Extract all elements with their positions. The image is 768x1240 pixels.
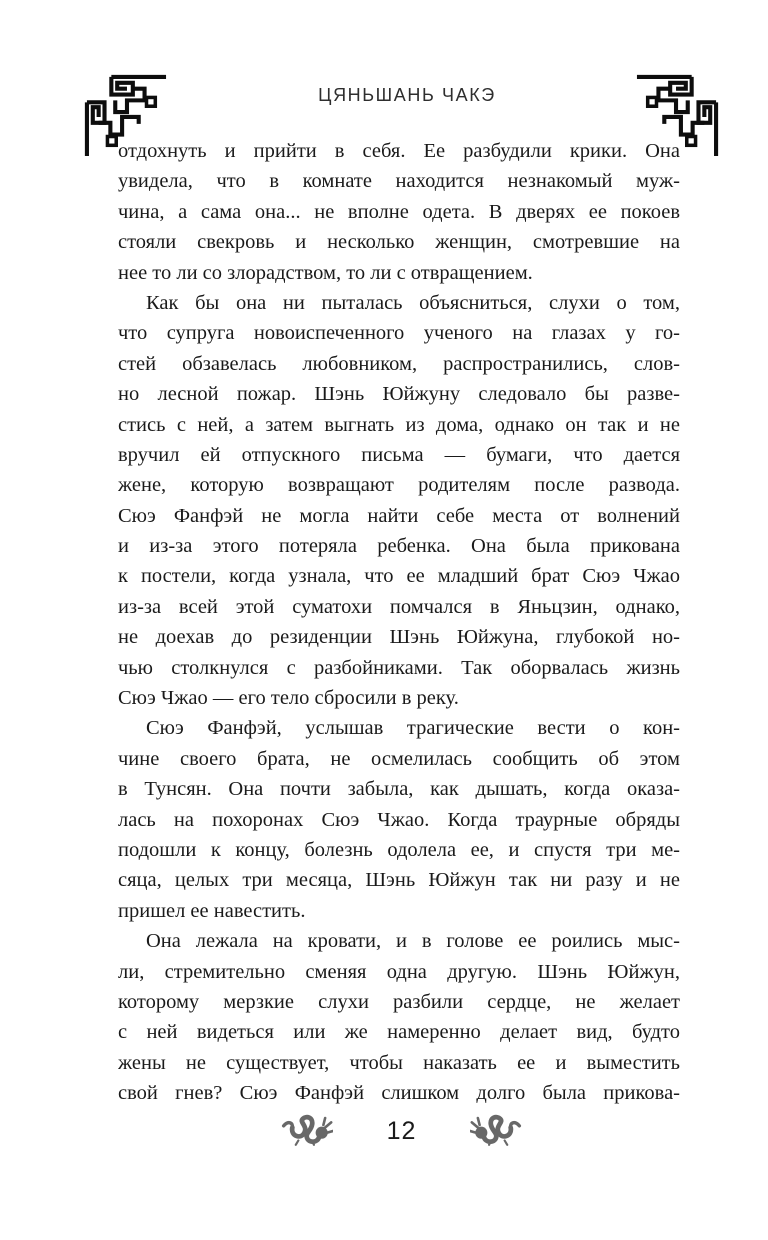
text-line: стей обзавелась любовником, распространились, слов-	[118, 352, 680, 375]
text-line: в Тунсян. Она почти забыла, как дышать, когда оказа-	[118, 778, 680, 801]
text-line: которому мерзкие слухи разбили сердце, не желает	[118, 990, 680, 1013]
text-line: ли, стремительно сменяя одна другую. Шэнь Юйжун,	[118, 960, 680, 983]
text-line: к постели, когда узнала, что ее младший брат Сюэ Чжао	[118, 565, 680, 588]
text-line: жены не существует, чтобы наказать ее и выместить	[118, 1051, 680, 1074]
text-line: отдохнуть и прийти в себя. Ее разбудили крики. Она	[118, 140, 680, 162]
text-line: чине своего брата, не осмелилась сообщить об этом	[118, 747, 680, 770]
text-line: чина, а сама она... не вполне одета. В дверях ее покоев	[118, 200, 680, 223]
page-number: 12	[386, 1116, 417, 1145]
text-line: с ней видеться или же намеренно делает вид, будто	[118, 1021, 680, 1044]
text-line: подошли к концу, болезнь одолела ее, и спустя три ме-	[118, 838, 680, 861]
text-line: что супруга новоиспеченного ученого на глазах у го-	[118, 322, 680, 345]
text-line: Сюэ Фанфэй, услышав трагические вести о кон-	[146, 717, 680, 740]
running-head: ЦЯНЬШАНЬ ЧАКЭ	[318, 85, 496, 105]
text-line: Сюэ Фанфэй не могла найти себе места от волнений	[118, 504, 680, 527]
text-line: жене, которую возвращают родителям после развода.	[118, 474, 680, 497]
text-line: но лесной пожар. Шэнь Юйжуну следовало бы разве-	[118, 383, 680, 406]
text-line: не доехав до резиденции Шэнь Юйжуна, глубокой но-	[118, 626, 680, 649]
text-line: стояли свекровь и несколько женщин, смотревшие на	[118, 231, 680, 254]
text-block	[118, 136, 680, 1109]
text-line: пришел ее навестить.	[118, 899, 306, 922]
text-line: чью столкнулся с разбойниками. Так оборвалась жизнь	[118, 656, 680, 679]
text-line: Как бы она ни пыталась объясниться, слухи о том,	[146, 291, 680, 314]
text-line: увидела, что в комнате находится незнакомый муж-	[118, 170, 680, 193]
text-line: сяца, целых три месяца, Шэнь Юйжун так ни разу и не	[118, 869, 680, 892]
text-line: вручил ей отпускного письма — бумаги, что дается	[118, 443, 680, 466]
text-line: лась на похоронах Сюэ Чжао. Когда траурные обряды	[118, 808, 680, 831]
page-footer	[84, 1108, 719, 1154]
text-line: Сюэ Чжао — его тело сбросили в реку.	[118, 687, 459, 710]
dragon-icon	[281, 1112, 333, 1150]
text-line: свой гнев? Сюэ Фанфэй слишком долго была прикова-	[118, 1082, 680, 1105]
text-line: и из-за этого потеряла ребенка. Она была прикована	[118, 535, 680, 558]
text-line: Она лежала на кровати, и в голове ее роились мыс-	[146, 930, 680, 953]
dragon-icon	[470, 1112, 522, 1150]
text-line: нее то ли со злорадством, то ли с отвращением.	[118, 261, 533, 284]
text-line: из-за всей этой суматохи помчался в Яньцзин, однако,	[118, 595, 680, 618]
text-line: стись с ней, а затем выгнать из дома, однако он так и не	[118, 413, 680, 436]
